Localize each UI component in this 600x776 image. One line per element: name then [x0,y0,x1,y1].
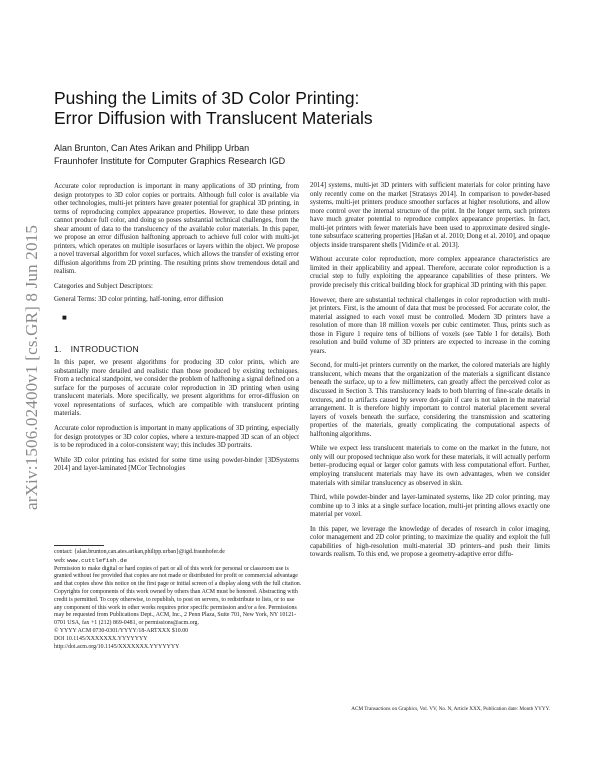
paper-title [54,88,534,128]
footnote-web-label: web: [54,557,66,564]
footnote-contact: contact: {alan.brunton,can.ates.arikan,philipp.urban}@igd.fraunhofer.de [54,549,225,555]
intro-paragraph-1: In this paper, we present algorithms for producing 3D color prints, which are substantially more detailed and realistic than those produced by existing techniques. From a technical standpoint, we consider the problem of halftoning a signal defined on a surface for the purposes of accurate color reproduction in 3D printing when using translucent materials. More specifically, we present algorithms for error-diffusion on voxel representations of surfaces, which are compatible with translucent printing materials. [54,359,299,418]
right-paragraph-2: Without accurate color reproduction, more complex appearance characteristics are limited in their applicability and appeal. Therefore, accurate color reproduction is a crucial step to fully exploiting the appearance capabilities of these printers. We provide precisely this critical building block for graphical 3D printing with this paper. [310,256,550,290]
title-line-1: Pushing the Limits of 3D Color Printing: [54,88,360,108]
general-terms: General Terms: 3D color printing, half-toning, error diffusion [54,295,224,303]
footnote-permission: Permission to make digital or hard copies of part or all of this work for personal or classroom use is granted without fee provided that copies are not made or distributed for profit or commercial advantage and that copies show this notice on the first page or initial screen of a display along with the full citation. Copyrights for components of this work owned by others than ACM must be honored. Abstracting with credit is permitted. To copy otherwise, to republish, to post on servers, to redistribute to lists, or to use any component of this work in other works requires prior specific permission and/or a fee. Permissions may be requested from Publications Dept., ACM, Inc., 2 Penn Plaza, Suite 701, New York, NY 10121-0701 USA, fax +1 (212) 869-0481, or permissions@acm.org. [54,565,302,627]
footnote-doi: DOI 10.1145/XXXXXXX.YYYYYYY [54,635,148,642]
footnote-rule [54,545,104,546]
right-paragraph-6: Third, while powder-binder and layer-laminated systems, like 2D color printing, may combine up to 3 inks at a single surface location, multi-jet printing allows exactly one material per voxel. [310,494,550,519]
keywords-bullet-icon: ■ [62,313,67,323]
right-paragraph-4: Second, for multi-jet printers currently on the market, the colored materials are highly translucent, which means that the organization of the materials a significant distance beneath the surface, up to a few millimeters, can greatly affect the perceived color as discussed in Section 3. This translucency leads to both blurring of fine-scale details in textures, and to artifacts caused by severe dot-gain if care is not taken in the material arrangement. It is therefore highly important to control material placement several layers of voxels beneath the surface, considering the transmission and scattering properties of the materials, greatly complicating the computational aspects of halftoning algorithms. [310,362,550,438]
author-names: Alan Brunton, Can Ates Arikan and Philipp Urban [54,143,250,153]
footnote-copyright: © YYYY ACM 0730-0301/YYYY/18-ARTXXX $10.00 [54,627,189,634]
section-heading [54,345,299,354]
footnote [54,549,302,651]
section-title: INTRODUCTION [70,343,139,354]
categories: Categories and Subject Descriptors: [54,283,153,291]
running-footer: ACM Transactions on Graphics, Vol. VV, No. N, Article XXX, Publication date: Month YYYY. [351,706,550,712]
abstract: Accurate color reproduction is important in many applications of 3D printing, from design prototypes to 3D color copies or portraits. Although full color is available via other technologies, multi-jet printers have greater potential for graphical 3D printing, in terms of reproducing complex appearance properties. However, to date these printers cannot produce full color, and doing so poses substantial technical challenges, from the shear amount of data to the translucency of the available color materials. In this paper, we propose an error diffusion halftoning approach to achieve full color with multi-jet printers, which operates on multiple isosurfaces or layers within the object. We propose a novel traversal algorithm for voxel surfaces, which allows the transfer of existing error diffusion algorithms from 2D printing. The resulting prints show tremendous detail and realism. [54,183,299,276]
intro-paragraph-3: While 3D color printing has existed for some time using powder-binder [3DSystems 2014] and layer-laminated [MCor Technologies [54,456,299,473]
intro-paragraph-2: Accurate color reproduction is important in many applications of 3D printing, especially for design prototypes or 3D color copies, where a texture-mapped 3D scan of an object is to be reproduced in a color-consistent way; this includes 3D portraits. [54,425,299,450]
section-number: 1. [54,343,62,354]
author-block [54,142,454,168]
author-affiliation: Fraunhofer Institute for Computer Graphics Research IGD [54,156,286,166]
arxiv-identifier: arXiv:1506.02400v1 [cs.GR] 8 Jun 2015 [22,224,41,510]
right-paragraph-3: However, there are substantial technical challenges in color reproduction with multi-jet printers. First, is the amount of data that must be processed. For accurate color, the material assigned to each voxel must be controlled. Modern 3D printers have a resolution of more than 18 million voxels per cubic centimeter. Thus, prints such as those in Figure 1 require tens of billions of voxels (see Table I for details). Both resolution and build volume of 3D printers are expected to increase in the coming years. [310,296,550,355]
right-paragraph-1: 2014] systems, multi-jet 3D printers with sufficient materials for color printing have only recently come on the market [Stratasys 2014]. In comparison to powder-based systems, multi-jet printers produce smoother surfaces at higher resolutions, and allow more control over the internal structure of the print. In the longer term, such printers have much greater potential to reproduce complex appearance properties. In fact, multi-jet printers with fewer materials have been used to approximate desired single-tone subsurface scattering properties [Hašan et al. 2010; Dong et al. 2010], and opaque objects inside transparent shells [Vidimče et al. 2013]. [310,182,550,249]
title-line-2: Error Diffusion with Translucent Materials [54,108,373,128]
right-paragraph-5: While we expect less translucent materials to come on the market in the future, not only will our proposed technique also work for these materials, it will actually perform better–producing equal or larger color gamuts with less computational effort. Further, employing translucent materials may have its own advantages, when we consider materials with similar translucency as observed in skin. [310,445,550,487]
footnote-web [54,557,302,566]
right-column [310,182,550,566]
right-paragraph-7: In this paper, we leverage the knowledge of decades of research in color imaging, color management and 2D color printing, to maximize the quality and exploit the full capabilities of high-resolution multi-material 3D printers–and push their limits towards realism. To this end, we propose a geometry-adaptive error diffu- [310,525,550,559]
left-column [54,183,299,480]
website-link[interactable]: www.cuttlefish.de [66,556,128,564]
doi-link[interactable]: http://doi.acm.org/10.1145/XXXXXXX.YYYYYYY [54,643,180,650]
